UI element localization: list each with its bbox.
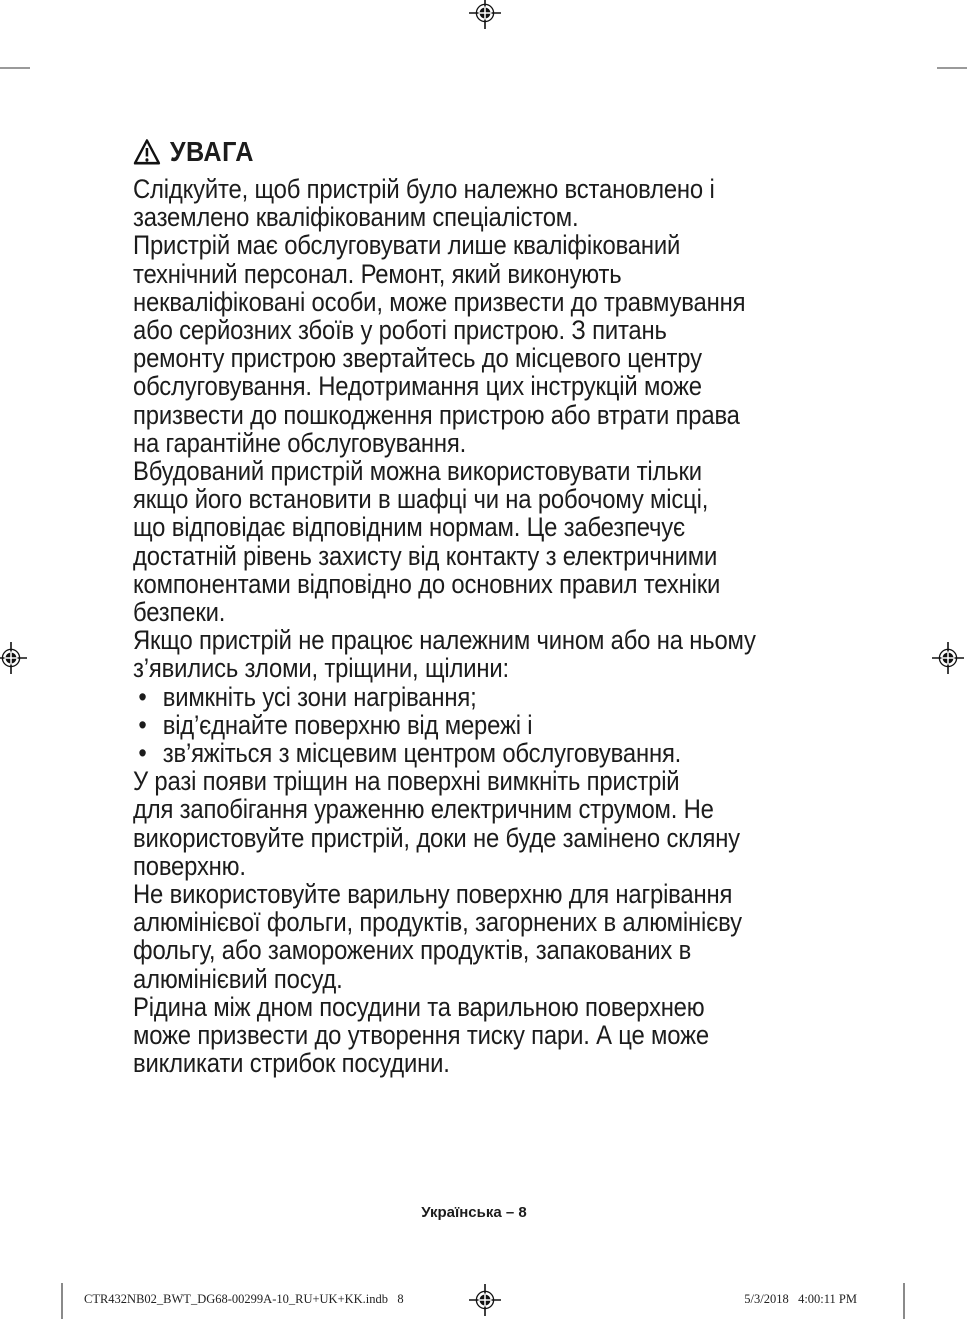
line-text: технічний персонал. Ремонт, який виконують	[133, 258, 622, 289]
text-line	[133, 824, 871, 852]
crop-mark-top-left	[0, 67, 30, 69]
line-text: використовуйте пристрій, доки не буде замінено скляну	[133, 822, 740, 853]
line-text: на гарантійне обслуговування.	[133, 427, 467, 458]
text-line	[133, 485, 871, 513]
body-text	[133, 175, 871, 1078]
line-text: поверхню.	[133, 850, 246, 881]
bullet-icon: •	[138, 709, 147, 740]
text-line	[133, 880, 871, 908]
line-text: якщо його встановити в шафці чи на робочому місці,	[133, 484, 709, 515]
text-line	[133, 401, 871, 429]
line-text: компонентами відповідно до основних правил техніки	[133, 568, 721, 599]
text-line	[133, 316, 871, 344]
registration-mark-icon	[0, 641, 28, 675]
text-line	[133, 288, 871, 316]
text-line	[133, 965, 871, 993]
line-text: Слідкуйте, щоб пристрій було належно встановлено і	[133, 174, 715, 204]
text-line	[133, 344, 871, 372]
text-line	[133, 1021, 871, 1049]
line-text: алюмінієвої фольги, продуктів, загорнених в алюмінієву	[133, 907, 742, 938]
text-line	[133, 513, 871, 541]
registration-mark-icon	[468, 0, 502, 30]
line-text: може призвести до утворення тиску пари. А це може	[133, 1020, 709, 1051]
line-text: фольгу, або заморожених продуктів, запакованих в	[133, 935, 692, 966]
line-text: що відповідає відповідним нормам. Це забезпечує	[133, 512, 685, 543]
line-text: від’єднайте поверхню від мережі і	[162, 709, 533, 740]
text-line	[133, 908, 871, 936]
line-text: достатній рівень захисту від контакту з електричними	[133, 540, 718, 571]
text-line	[133, 231, 871, 259]
line-text: заземлено кваліфікованим спеціалістом.	[133, 202, 579, 233]
line-text: алюмінієвий посуд.	[133, 963, 343, 994]
warning-header	[133, 136, 871, 168]
crop-mark-top-right	[937, 67, 967, 69]
print-file-info: CTR432NB02_BWT_DG68-00299A-10_RU+UK+KK.indb 8	[84, 1292, 404, 1306]
line-text: безпеки.	[133, 597, 226, 628]
line-text: Рідина між дном посудини та варильною поверхнею	[133, 991, 705, 1022]
line-text: для запобігання ураженню електричним струмом. Не	[133, 794, 714, 825]
registration-mark-icon	[468, 1283, 502, 1317]
bullet-icon: •	[138, 738, 147, 769]
crop-mark-bottom-left	[61, 1283, 63, 1319]
bullet-line	[133, 711, 871, 739]
line-text: Пристрій має обслуговувати лише кваліфікований	[133, 230, 681, 261]
line-text: вимкніть усі зони нагрівання;	[162, 681, 477, 712]
text-line	[133, 795, 871, 823]
text-line	[133, 598, 871, 626]
bullet-icon: •	[138, 681, 147, 712]
line-text: Вбудований пристрій можна використовувати тільки	[133, 456, 702, 487]
text-line	[133, 570, 871, 598]
text-line	[133, 372, 871, 400]
text-line	[133, 626, 871, 654]
print-timestamp: 5/3/2018 4:00:11 PM	[744, 1292, 857, 1306]
line-text: призвести до пошкодження пристрою або втрати права	[133, 399, 740, 430]
warning-title: УВАГА	[169, 136, 254, 167]
line-text: ремонту пристрою звертайтесь до місцевого центру	[133, 343, 702, 374]
text-line	[133, 260, 871, 288]
line-text: обслуговування. Недотримання цих інструкцій може	[133, 371, 702, 402]
bullet-line	[133, 683, 871, 711]
line-text: У разі появи тріщин на поверхні вимкніть пристрій	[133, 766, 680, 797]
text-line	[133, 175, 871, 203]
text-line	[133, 542, 871, 570]
text-line	[133, 852, 871, 880]
footer-page-label: Українська – 8	[421, 1204, 527, 1221]
line-text: некваліфіковані особи, може призвести до травмування	[133, 286, 746, 317]
bullet-line	[133, 739, 871, 767]
line-text: Якщо пристрій не працює належним чином або на ньому	[133, 625, 756, 656]
text-line	[133, 429, 871, 457]
registration-mark-icon	[931, 641, 965, 675]
crop-mark-bottom-right	[903, 1283, 905, 1319]
text-line	[133, 993, 871, 1021]
text-line	[133, 1049, 871, 1077]
text-line	[133, 203, 871, 231]
line-text: зв’яжіться з місцевим центром обслуговування.	[162, 738, 682, 769]
warning-triangle-icon	[133, 138, 161, 166]
content-column	[133, 136, 871, 1078]
line-text: або серйозних збоїв у роботі пристрою. З питань	[133, 315, 667, 346]
text-line	[133, 457, 871, 485]
line-text: викликати стрибок посудини.	[133, 1048, 450, 1079]
line-text: Не використовуйте варильну поверхню для нагрівання	[133, 879, 733, 910]
text-line	[133, 767, 871, 795]
text-line	[133, 654, 871, 682]
line-text: з’явились зломи, тріщини, щілини:	[133, 653, 509, 684]
text-line	[133, 936, 871, 964]
